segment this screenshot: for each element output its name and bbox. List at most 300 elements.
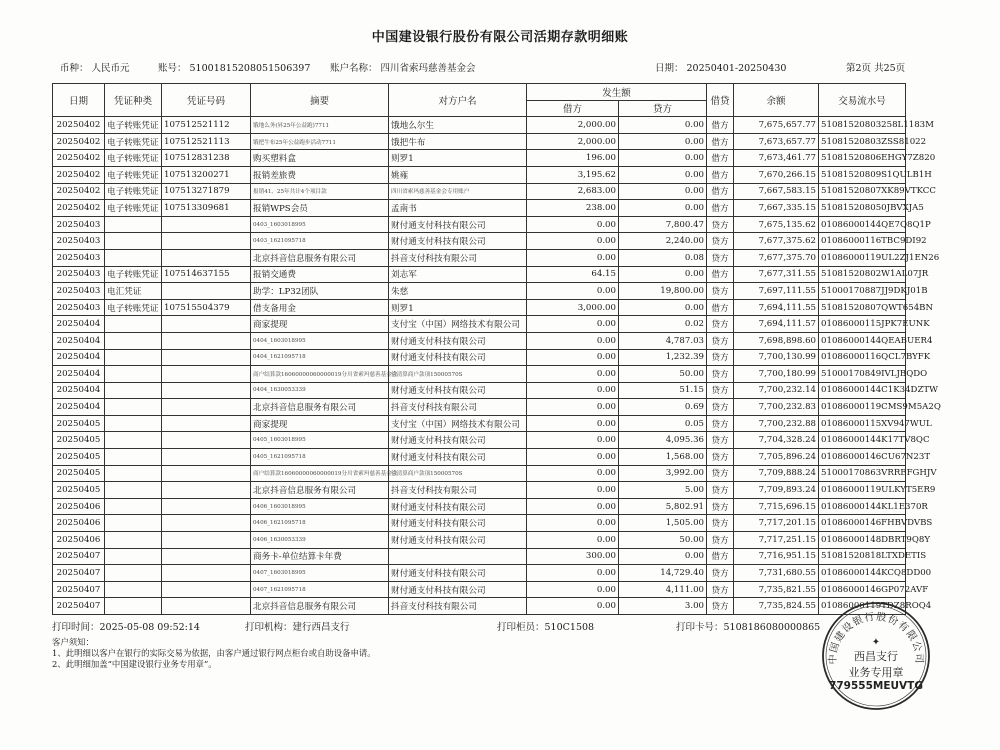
cell-credit: 50.00	[619, 366, 707, 383]
cell-serial: 51081520806EHGY7Z820	[819, 150, 906, 167]
cell-date: 20250405	[53, 432, 105, 449]
cell-voucher-type	[105, 332, 162, 349]
cell-debit: 0.00	[527, 482, 619, 499]
table-row	[53, 432, 906, 449]
cell-date: 20250402	[53, 166, 105, 183]
cell-credit: 51.15	[619, 382, 707, 399]
cell-date: 20250405	[53, 449, 105, 466]
cell-counterparty: 支付宝（中国）网络技术有限公司	[389, 415, 527, 432]
seal-ring-text: 中国建设银行股份有限公司	[827, 611, 925, 665]
cell-voucher-no	[162, 399, 251, 416]
cell-credit: 3.00	[619, 598, 707, 615]
cell-voucher-no	[162, 482, 251, 499]
cell-date: 20250403	[53, 299, 105, 316]
cell-dc: 贷方	[707, 366, 734, 383]
cell-credit: 1,505.00	[619, 515, 707, 532]
cell-summary: 0407_1621095718	[251, 581, 389, 598]
cell-summary: 商务卡-单位结算卡年费	[251, 548, 389, 565]
cell-voucher-no	[162, 432, 251, 449]
cell-summary: 助学：LP32团队	[251, 283, 389, 300]
cell-voucher-type	[105, 598, 162, 615]
table-row	[53, 299, 906, 316]
transaction-table	[52, 83, 941, 615]
cell-serial: 51000170863VRREFGHJV	[819, 465, 906, 482]
cell-debit: 196.00	[527, 150, 619, 167]
cell-voucher-type: 电子转账凭证	[105, 117, 162, 134]
cell-balance: 7,704,328.24	[734, 432, 819, 449]
cell-counterparty: 则罗1	[389, 299, 527, 316]
cell-balance: 7,735,821.55	[734, 581, 819, 598]
cell-credit: 0.00	[619, 299, 707, 316]
cell-counterparty: 财付通支付科技有限公司	[389, 382, 527, 399]
document-title: 中国建设银行股份有限公司活期存款明细账	[371, 30, 629, 45]
table-row	[53, 598, 906, 615]
cell-balance: 7,667,583.15	[734, 183, 819, 200]
cell-voucher-no	[162, 498, 251, 515]
cell-summary: 饿把牛布25年公益跑步活动7711	[251, 133, 389, 150]
cell-dc: 借方	[707, 299, 734, 316]
cell-counterparty: 刘志军	[389, 266, 527, 283]
seal-code: 779555MEUVTG	[829, 680, 923, 692]
cell-credit: 5.00	[619, 482, 707, 499]
cell-counterparty: 则罗1	[389, 150, 527, 167]
note-item-2: 2、此明细加盖“中国建设银行业务专用章”。	[52, 659, 217, 669]
cell-serial: 51081520803258L1183M	[819, 117, 906, 134]
cell-serial: 01086000116TBC9DI92	[819, 233, 906, 250]
cell-counterparty: 待清算商户款项15000570S	[389, 366, 527, 383]
cell-summary: 报销差旅费	[251, 166, 389, 183]
cell-voucher-no	[162, 233, 251, 250]
cell-voucher-type: 电子转账凭证	[105, 150, 162, 167]
cell-voucher-no: 107512521112	[162, 117, 251, 134]
note-item-1: 1、此明细以客户在银行的实际交易为依据，由客户通过银行网点柜台或自助设备申请。	[52, 648, 376, 658]
cell-voucher-no	[162, 515, 251, 532]
cell-credit: 1,568.00	[619, 449, 707, 466]
cell-debit: 2,683.00	[527, 183, 619, 200]
cell-voucher-type	[105, 366, 162, 383]
cell-counterparty: 饿地么尔生	[389, 117, 527, 134]
cell-summary: 0403_1621095718	[251, 233, 389, 250]
cell-balance: 7,675,657.77	[734, 117, 819, 134]
cell-debit: 0.00	[527, 515, 619, 532]
cell-voucher-no	[162, 598, 251, 615]
cell-credit: 0.00	[619, 117, 707, 134]
cell-voucher-type	[105, 233, 162, 250]
print-org-value: 建行西昌支行	[292, 622, 350, 633]
cell-credit: 0.05	[619, 415, 707, 432]
cell-voucher-no	[162, 249, 251, 266]
cell-dc: 贷方	[707, 415, 734, 432]
cell-date: 20250404	[53, 382, 105, 399]
table-row	[53, 233, 906, 250]
cell-date: 20250407	[53, 548, 105, 565]
cell-balance: 7,709,888.24	[734, 465, 819, 482]
cell-voucher-no	[162, 415, 251, 432]
cell-date: 20250402	[53, 133, 105, 150]
print-time-value: 2025-05-08 09:52:14	[99, 622, 200, 633]
cell-debit: 0.00	[527, 581, 619, 598]
cell-voucher-type	[105, 399, 162, 416]
cell-dc: 借方	[707, 117, 734, 134]
table-row	[53, 200, 906, 217]
cell-voucher-no	[162, 532, 251, 549]
cell-debit: 0.00	[527, 598, 619, 615]
cell-dc: 贷方	[707, 283, 734, 300]
cell-counterparty: 财付通支付科技有限公司	[389, 332, 527, 349]
svg-text:✦: ✦	[871, 637, 881, 648]
holder-value: 四川省索玛慈善基金会	[380, 63, 476, 74]
cell-date: 20250406	[53, 532, 105, 549]
table-row	[53, 283, 906, 300]
cell-counterparty: 抖音支付科技有限公司	[389, 399, 527, 416]
cell-balance: 7,717,201.15	[734, 515, 819, 532]
header-amount: 发生额	[527, 84, 707, 101]
cell-summary: 报销交通费	[251, 266, 389, 283]
cell-counterparty: 抖音支付科技有限公司	[389, 249, 527, 266]
cell-summary: 商户结算款16060000060000019分川省索玛慈善基金会	[251, 366, 389, 383]
account-value: 51001815208051506397	[189, 63, 311, 74]
cell-date: 20250404	[53, 332, 105, 349]
cell-summary: 北京抖音信息服务有限公司	[251, 482, 389, 499]
cell-serial: 01086000144K17TV8QC	[819, 432, 906, 449]
cell-counterparty: 财付通支付科技有限公司	[389, 532, 527, 549]
cell-serial: 01086000144KCQ8DD00	[819, 565, 906, 582]
table-row	[53, 532, 906, 549]
header-serial: 交易流水号	[819, 84, 906, 117]
cell-credit: 0.00	[619, 150, 707, 167]
cell-dc: 借方	[707, 166, 734, 183]
table-row	[53, 581, 906, 598]
cell-counterparty: 财付通支付科技有限公司	[389, 498, 527, 515]
cell-credit: 0.00	[619, 266, 707, 283]
date-range-value: 20250401-20250430	[686, 63, 787, 74]
cell-counterparty: 财付通支付科技有限公司	[389, 515, 527, 532]
cell-credit: 0.00	[619, 183, 707, 200]
cell-serial: 51081520807XK89VTKCC	[819, 183, 906, 200]
cell-voucher-type	[105, 432, 162, 449]
cell-serial: 01086000119UL2ZJ1EN26	[819, 249, 906, 266]
transaction-rows	[53, 117, 941, 615]
cell-dc: 贷方	[707, 399, 734, 416]
cell-date: 20250404	[53, 366, 105, 383]
cell-summary: 购买塑料盒	[251, 150, 389, 167]
table-row	[53, 515, 906, 532]
cell-debit: 0.00	[527, 249, 619, 266]
cell-voucher-type	[105, 465, 162, 482]
cell-balance: 7,700,232.83	[734, 399, 819, 416]
cell-voucher-no: 107513200271	[162, 166, 251, 183]
cell-credit: 0.69	[619, 399, 707, 416]
cell-balance: 7,677,375.70	[734, 249, 819, 266]
cell-credit: 2,240.00	[619, 233, 707, 250]
table-row	[53, 366, 906, 383]
cell-debit: 0.00	[527, 283, 619, 300]
cell-balance: 7,698,898.60	[734, 332, 819, 349]
cell-credit: 7,800.47	[619, 216, 707, 233]
print-time	[52, 619, 200, 633]
cell-voucher-type: 电子转账凭证	[105, 266, 162, 283]
cell-debit: 2,000.00	[527, 117, 619, 134]
cell-voucher-no	[162, 382, 251, 399]
cell-voucher-type: 电汇凭证	[105, 283, 162, 300]
cell-debit: 0.00	[527, 382, 619, 399]
cell-balance: 7,675,135.62	[734, 216, 819, 233]
cell-voucher-type	[105, 449, 162, 466]
cell-serial: 01086000146CU67N23T	[819, 449, 906, 466]
cell-balance: 7,700,232.14	[734, 382, 819, 399]
cell-balance: 7,700,180.99	[734, 366, 819, 383]
cell-voucher-type	[105, 382, 162, 399]
cell-serial: 01086000116QCL7BYFK	[819, 349, 906, 366]
cell-serial: 51081520807QWT654BN	[819, 299, 906, 316]
cell-balance: 7,667,335.15	[734, 200, 819, 217]
cell-voucher-no	[162, 581, 251, 598]
customer-notes	[52, 637, 905, 670]
table-row	[53, 465, 906, 482]
table-row	[53, 565, 906, 582]
cell-voucher-no: 107515504379	[162, 299, 251, 316]
cell-date: 20250403	[53, 283, 105, 300]
cell-debit: 0.00	[527, 366, 619, 383]
cell-counterparty: 财付通支付科技有限公司	[389, 449, 527, 466]
cell-date: 20250407	[53, 565, 105, 582]
cell-dc: 贷方	[707, 565, 734, 582]
currency-field	[60, 60, 130, 74]
print-org	[245, 619, 350, 633]
cell-date: 20250403	[53, 266, 105, 283]
cell-voucher-no	[162, 449, 251, 466]
cell-serial: 01086000115XV947WUL	[819, 415, 906, 432]
cell-credit: 1,232.39	[619, 349, 707, 366]
seal-purpose: 业务专用章	[848, 666, 904, 679]
cell-serial: 01086000144QE7Q8Q1P	[819, 216, 906, 233]
cell-dc: 贷方	[707, 349, 734, 366]
table-row	[53, 349, 906, 366]
cell-counterparty: 支付宝（中国）网络技术有限公司	[389, 316, 527, 333]
cell-date: 20250406	[53, 515, 105, 532]
print-counter-label: 打印柜员：	[497, 622, 545, 633]
cell-voucher-no: 107514637155	[162, 266, 251, 283]
cell-summary: 0406_1603018995	[251, 498, 389, 515]
cell-counterparty: 待清算商户款项15000570S	[389, 465, 527, 482]
cell-serial: 01086000119CMS9M5A2Q	[819, 399, 906, 416]
cell-credit: 4,095.36	[619, 432, 707, 449]
table-row	[53, 498, 906, 515]
cell-voucher-no	[162, 349, 251, 366]
cell-summary: 0404_1630053339	[251, 382, 389, 399]
print-org-label: 打印机构：	[245, 622, 293, 633]
cell-counterparty: 四川省索玛慈善基金会专用账户	[389, 183, 527, 200]
cell-debit: 2,000.00	[527, 133, 619, 150]
cell-date: 20250405	[53, 465, 105, 482]
cell-counterparty: 抖音支付科技有限公司	[389, 598, 527, 615]
cell-dc: 贷方	[707, 382, 734, 399]
header-dc: 借贷	[707, 84, 734, 117]
cell-summary: 报销WPS会员	[251, 200, 389, 217]
cell-counterparty	[389, 548, 527, 565]
cell-dc: 借方	[707, 548, 734, 565]
cell-date: 20250405	[53, 482, 105, 499]
cell-serial: 51081520803ZSS81022	[819, 133, 906, 150]
cell-debit: 3,195.62	[527, 166, 619, 183]
print-card-value: 5108186080000865	[723, 622, 821, 633]
cell-voucher-no	[162, 366, 251, 383]
cell-summary: 商家提现	[251, 316, 389, 333]
header-credit: 贷方	[619, 100, 707, 117]
print-card-label: 打印卡号：	[676, 622, 724, 633]
cell-date: 20250404	[53, 316, 105, 333]
cell-balance: 7,700,232.88	[734, 415, 819, 432]
cell-date: 20250406	[53, 498, 105, 515]
cell-serial: 01086000144QEABUER4	[819, 332, 906, 349]
cell-date: 20250402	[53, 200, 105, 217]
cell-voucher-type	[105, 548, 162, 565]
cell-voucher-no	[162, 548, 251, 565]
cell-summary: 借支备用金	[251, 299, 389, 316]
cell-debit: 238.00	[527, 200, 619, 217]
cell-serial: 51081520818LTXDETIS	[819, 548, 906, 565]
cell-voucher-type: 电子转账凭证	[105, 183, 162, 200]
cell-summary: 0404_1621095718	[251, 349, 389, 366]
cell-voucher-type	[105, 316, 162, 333]
cell-serial: 01086000119TDZ8ROQ4	[819, 598, 906, 615]
cell-summary: 0404_1603018995	[251, 332, 389, 349]
cell-serial: 01086000146FHBVDVBS	[819, 515, 906, 532]
header-date: 日期	[53, 84, 105, 117]
cell-serial: 01086000144C1K34DZTW	[819, 382, 906, 399]
cell-date: 20250405	[53, 415, 105, 432]
cell-summary: 北京抖音信息服务有限公司	[251, 598, 389, 615]
cell-balance: 7,694,111.55	[734, 299, 819, 316]
cell-dc: 贷方	[707, 216, 734, 233]
cell-voucher-type	[105, 349, 162, 366]
cell-credit: 5,802.91	[619, 498, 707, 515]
cell-voucher-type	[105, 565, 162, 582]
table-row	[53, 382, 906, 399]
notes-title: 客户须知：	[52, 637, 94, 647]
cell-dc: 贷方	[707, 598, 734, 615]
seal-branch: 西昌支行	[854, 650, 898, 663]
cell-balance: 7,673,657.77	[734, 133, 819, 150]
cell-summary: 0403_1603018995	[251, 216, 389, 233]
bank-seal-stamp	[820, 600, 932, 712]
cell-voucher-no: 107513271879	[162, 183, 251, 200]
cell-counterparty: 财付通支付科技有限公司	[389, 233, 527, 250]
table-row	[53, 415, 906, 432]
cell-dc: 贷方	[707, 233, 734, 250]
print-card	[676, 619, 820, 633]
cell-summary: 商家提现	[251, 415, 389, 432]
table-row	[53, 117, 906, 134]
cell-summary: 0405_1621095718	[251, 449, 389, 466]
cell-summary: 商户结算款16060000060000019分川省索玛慈善基金会	[251, 465, 389, 482]
cell-credit: 50.00	[619, 532, 707, 549]
cell-voucher-type: 电子转账凭证	[105, 200, 162, 217]
cell-voucher-no: 107513309681	[162, 200, 251, 217]
cell-debit: 300.00	[527, 548, 619, 565]
cell-balance: 7,705,896.24	[734, 449, 819, 466]
cell-balance: 7,677,375.62	[734, 233, 819, 250]
header-voucher-no: 凭证号码	[162, 84, 251, 117]
cell-dc: 贷方	[707, 532, 734, 549]
table-row	[53, 249, 906, 266]
cell-balance: 7,700,130.99	[734, 349, 819, 366]
cell-balance: 7,717,251.15	[734, 532, 819, 549]
cell-date: 20250403	[53, 249, 105, 266]
cell-serial: 51081520809S1QULB1H	[819, 166, 906, 183]
table-row	[53, 150, 906, 167]
cell-dc: 贷方	[707, 316, 734, 333]
print-counter-value: 510C1508	[544, 622, 595, 633]
cell-voucher-type	[105, 515, 162, 532]
cell-balance: 7,694,111.57	[734, 316, 819, 333]
page-indicator: 第2页 共25页	[846, 63, 906, 74]
header-balance: 余额	[734, 84, 819, 117]
cell-counterparty: 财付通支付科技有限公司	[389, 565, 527, 582]
cell-balance: 7,735,824.55	[734, 598, 819, 615]
table-row	[53, 399, 906, 416]
cell-serial: 51081520802W1AL07JR	[819, 266, 906, 283]
cell-balance: 7,673,461.77	[734, 150, 819, 167]
date-range-label: 日期：	[655, 63, 684, 74]
cell-date: 20250404	[53, 399, 105, 416]
table-row	[53, 548, 906, 565]
header-voucher-type: 凭证种类	[105, 84, 162, 117]
holder-field	[330, 60, 476, 74]
cell-voucher-type	[105, 415, 162, 432]
cell-counterparty: 抖音支付科技有限公司	[389, 482, 527, 499]
cell-balance: 7,709,893.24	[734, 482, 819, 499]
cell-summary: 0405_1603018995	[251, 432, 389, 449]
table-row	[53, 216, 906, 233]
cell-balance: 7,697,111.55	[734, 283, 819, 300]
cell-date: 20250403	[53, 216, 105, 233]
table-row	[53, 316, 906, 333]
cell-debit: 0.00	[527, 216, 619, 233]
cell-dc: 借方	[707, 133, 734, 150]
cell-debit: 0.00	[527, 449, 619, 466]
cell-credit: 0.02	[619, 316, 707, 333]
cell-balance: 7,716,951.15	[734, 548, 819, 565]
cell-counterparty: 姚雍	[389, 166, 527, 183]
date-range-field	[655, 60, 786, 74]
cell-date: 20250404	[53, 349, 105, 366]
cell-debit: 0.00	[527, 565, 619, 582]
cell-credit: 14,729.40	[619, 565, 707, 582]
cell-dc: 贷方	[707, 465, 734, 482]
cell-credit: 3,992.00	[619, 465, 707, 482]
cell-date: 20250402	[53, 150, 105, 167]
cell-credit: 0.08	[619, 249, 707, 266]
cell-voucher-type	[105, 498, 162, 515]
cell-serial: 01086000119ULKYT5ER9	[819, 482, 906, 499]
cell-debit: 0.00	[527, 415, 619, 432]
cell-date: 20250407	[53, 581, 105, 598]
cell-voucher-no	[162, 332, 251, 349]
cell-credit: 0.00	[619, 548, 707, 565]
cell-debit: 3,000.00	[527, 299, 619, 316]
cell-credit: 4,111.00	[619, 581, 707, 598]
account-field	[158, 60, 310, 74]
cell-counterparty: 财付通支付科技有限公司	[389, 432, 527, 449]
cell-summary: 0407_1603018995	[251, 565, 389, 582]
cell-voucher-type	[105, 532, 162, 549]
cell-summary: 报销41、25年共计4个项目款	[251, 183, 389, 200]
cell-dc: 贷方	[707, 249, 734, 266]
cell-serial: 01086000115JPK7EUNK	[819, 316, 906, 333]
cell-serial: 01086000146GP072AVF	[819, 581, 906, 598]
cell-date: 20250403	[53, 233, 105, 250]
